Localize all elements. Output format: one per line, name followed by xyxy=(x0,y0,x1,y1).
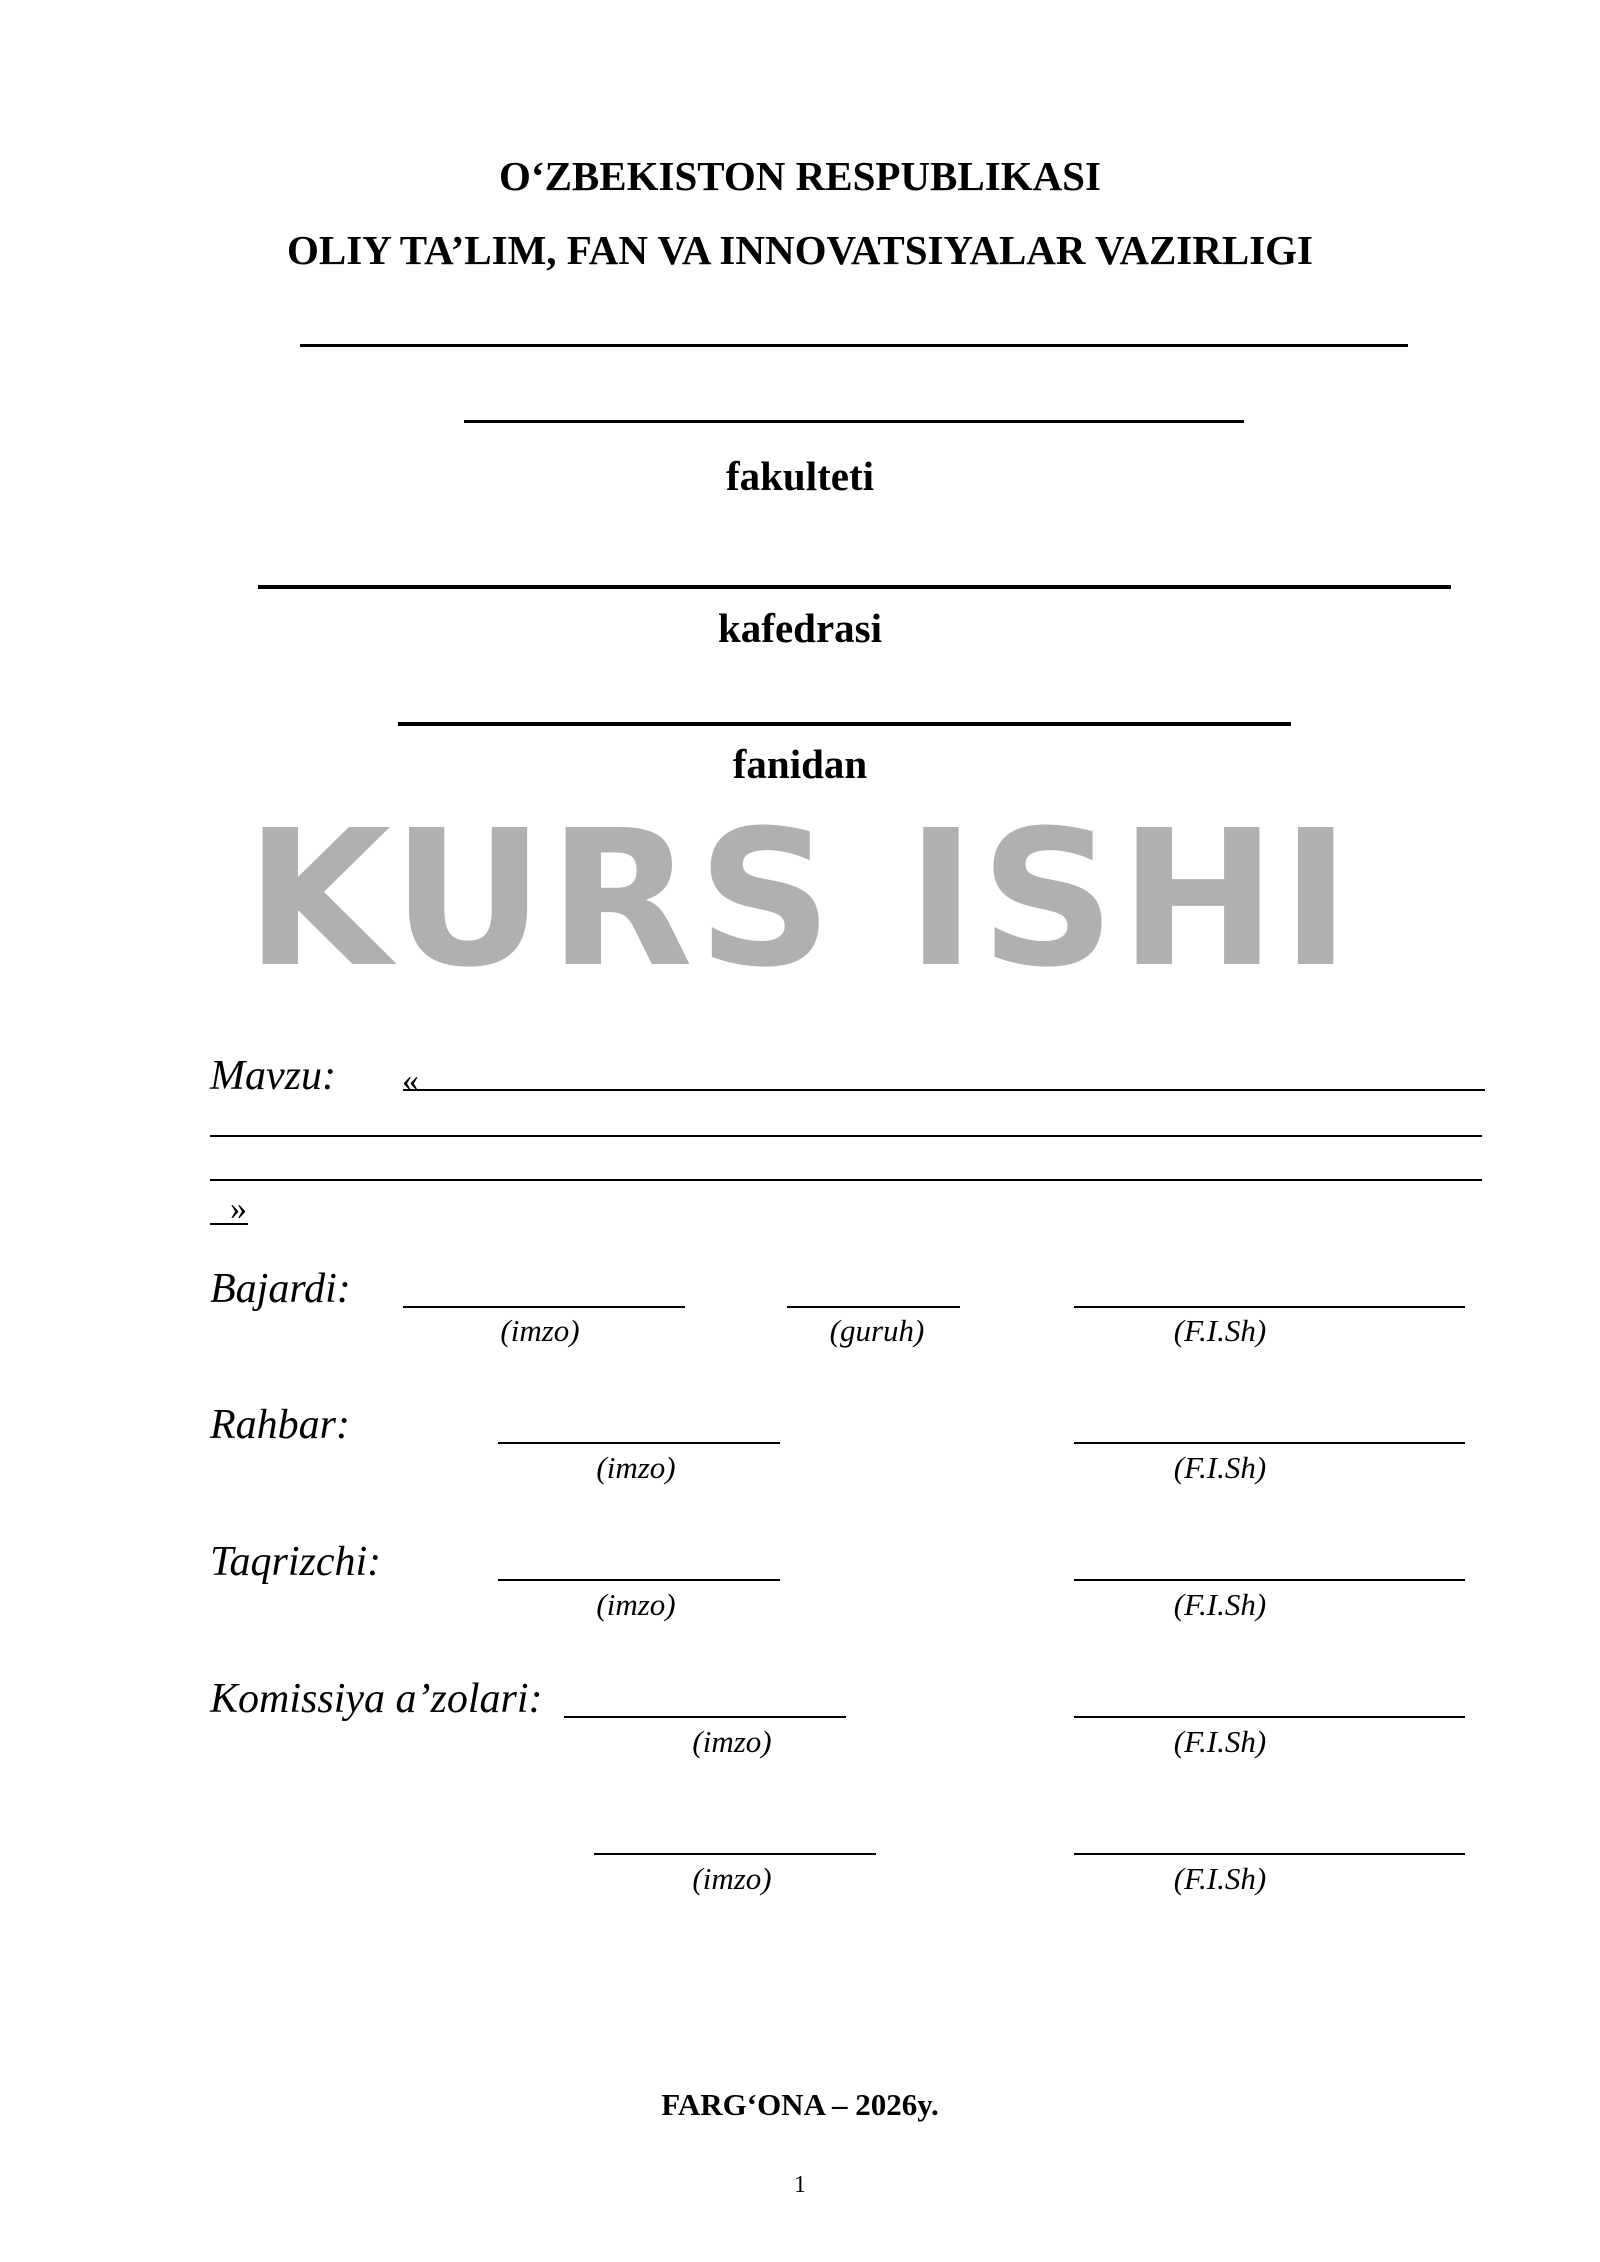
reviewer-signature-line xyxy=(498,1579,780,1581)
course-work-title: KURS ISHI xyxy=(245,790,1355,1009)
faculty-label: fakulteti xyxy=(725,453,875,499)
university-blank-line xyxy=(300,344,1408,347)
commission-name-line-2 xyxy=(1074,1853,1465,1855)
commission-label: Komissiya a’zolari: xyxy=(210,1676,543,1722)
department-label: kafedrasi xyxy=(718,605,882,651)
topic-line-2 xyxy=(210,1135,1482,1137)
supervisor-label: Rahbar: xyxy=(210,1402,350,1448)
commission-signature-line-1 xyxy=(564,1716,846,1718)
reviewer-name-line xyxy=(1074,1579,1465,1581)
performer-group-caption: (guruh) xyxy=(829,1313,925,1348)
commission-name-caption-2: (F.I.Sh) xyxy=(1173,1861,1267,1896)
performer-name-line xyxy=(1074,1306,1465,1308)
topic-line-3 xyxy=(210,1179,1482,1181)
supervisor-name-caption: (F.I.Sh) xyxy=(1173,1450,1267,1485)
supervisor-signature-caption: (imzo) xyxy=(596,1450,676,1485)
performer-name-caption: (F.I.Sh) xyxy=(1173,1313,1267,1348)
supervisor-signature-line xyxy=(498,1442,780,1444)
performer-group-line xyxy=(787,1306,960,1308)
topic-open-quote: « xyxy=(402,1062,419,1099)
commission-name-caption-1: (F.I.Sh) xyxy=(1173,1724,1267,1759)
topic-line-1 xyxy=(403,1089,1485,1091)
reviewer-name-caption: (F.I.Sh) xyxy=(1173,1587,1267,1622)
performer-signature-line xyxy=(403,1306,685,1308)
department-blank-line xyxy=(258,585,1451,589)
place-year: FARG‘ONA – 2026y. xyxy=(661,2087,939,2122)
supervisor-name-line xyxy=(1074,1442,1465,1444)
commission-name-line-1 xyxy=(1074,1716,1465,1718)
performed-by-label: Bajardi: xyxy=(210,1266,351,1312)
reviewer-label: Taqrizchi: xyxy=(210,1539,382,1585)
page-number: 1 xyxy=(794,2172,806,2198)
topic-close-quote: » xyxy=(230,1190,247,1227)
topic-line-4 xyxy=(210,1223,248,1225)
subject-label: fanidan xyxy=(732,741,868,787)
commission-signature-caption-2: (imzo) xyxy=(692,1861,772,1896)
subject-blank-line xyxy=(398,722,1291,726)
ministry-title: OLIY TA’LIM, FAN VA INNOVATSIYALAR VAZIRLIGI xyxy=(286,227,1314,273)
commission-signature-caption-1: (imzo) xyxy=(692,1724,772,1759)
commission-signature-line-2 xyxy=(594,1853,876,1855)
topic-label: Mavzu: xyxy=(210,1053,336,1099)
republic-title: O‘ZBEKISTON RESPUBLIKASI xyxy=(499,153,1101,199)
performer-signature-caption: (imzo) xyxy=(500,1313,580,1348)
faculty-blank-line xyxy=(464,420,1244,423)
reviewer-signature-caption: (imzo) xyxy=(596,1587,676,1622)
